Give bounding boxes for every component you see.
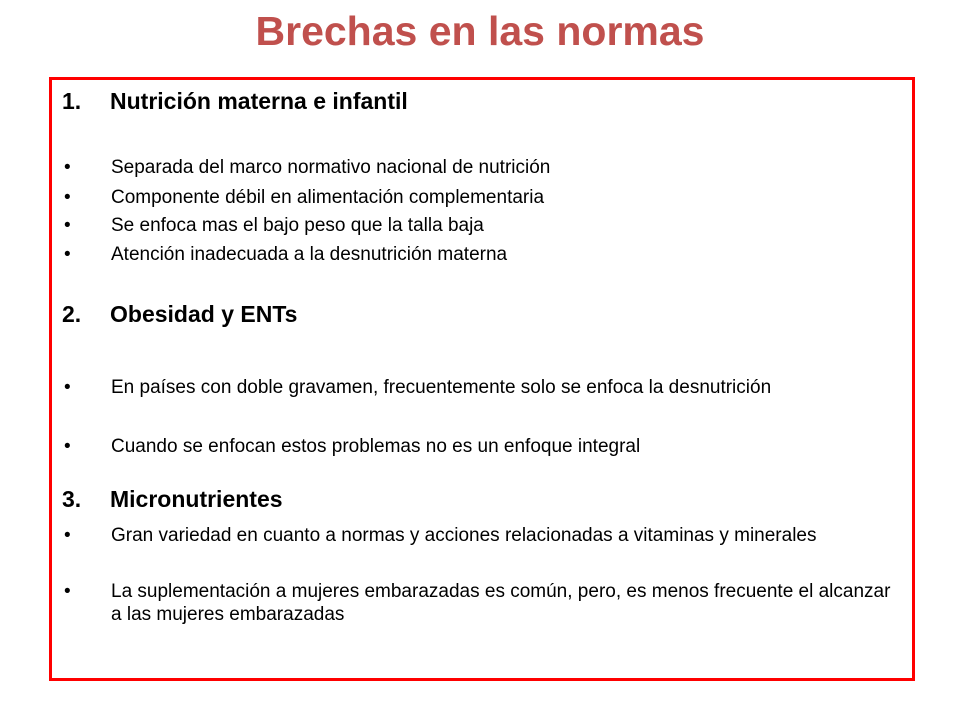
list-item-text: En países con doble gravamen, frecuentemente solo se enfoca la desnutrición <box>111 377 772 398</box>
list-item <box>64 524 894 547</box>
list-item-text: Se enfoca mas el bajo peso que la talla baja <box>111 215 484 236</box>
bullet-icon: • <box>64 244 71 265</box>
list-item-text: Cuando se enfocan estos problemas no es un enfoque integral <box>111 436 641 457</box>
list-item-text: Separada del marco normativo nacional de nutrición <box>111 157 551 178</box>
slide-title: Brechas en las normas <box>255 8 705 54</box>
list-item-text: Atención inadecuada a la desnutrición materna <box>111 244 508 265</box>
bullet-icon: • <box>64 581 71 602</box>
list-item <box>64 243 894 266</box>
bullet-icon: • <box>64 187 71 208</box>
list-item <box>64 186 894 209</box>
list-item-text: Gran variedad en cuanto a normas y acciones relacionadas a vitaminas y minerales <box>111 525 817 546</box>
section-title: Obesidad y ENTs <box>110 301 298 327</box>
list-item-text: La suplementación a mujeres embarazadas es común, pero, es menos frecuente el alcanzar a las mujeres embarazadas <box>111 581 891 625</box>
section-heading-obesidad <box>62 301 297 328</box>
list-item <box>64 580 894 626</box>
section-title: Nutrición materna e infantil <box>110 88 408 114</box>
list-item <box>64 156 894 179</box>
bullet-icon: • <box>64 436 71 457</box>
content-box <box>49 77 915 681</box>
bullet-icon: • <box>64 157 71 178</box>
section-number: 1. <box>62 88 82 114</box>
list-item <box>64 214 894 237</box>
list-item <box>64 435 894 458</box>
bullet-icon: • <box>64 377 71 398</box>
section-heading-nutricion <box>62 88 408 115</box>
list-item-text: Componente débil en alimentación complementaria <box>111 187 545 208</box>
section-number: 2. <box>62 301 82 327</box>
section-number: 3. <box>62 486 82 512</box>
bullet-icon: • <box>64 215 71 236</box>
bullet-icon: • <box>64 525 71 546</box>
section-heading-micronutrientes <box>62 486 283 513</box>
list-item <box>64 376 894 399</box>
section-title: Micronutrientes <box>110 486 283 512</box>
